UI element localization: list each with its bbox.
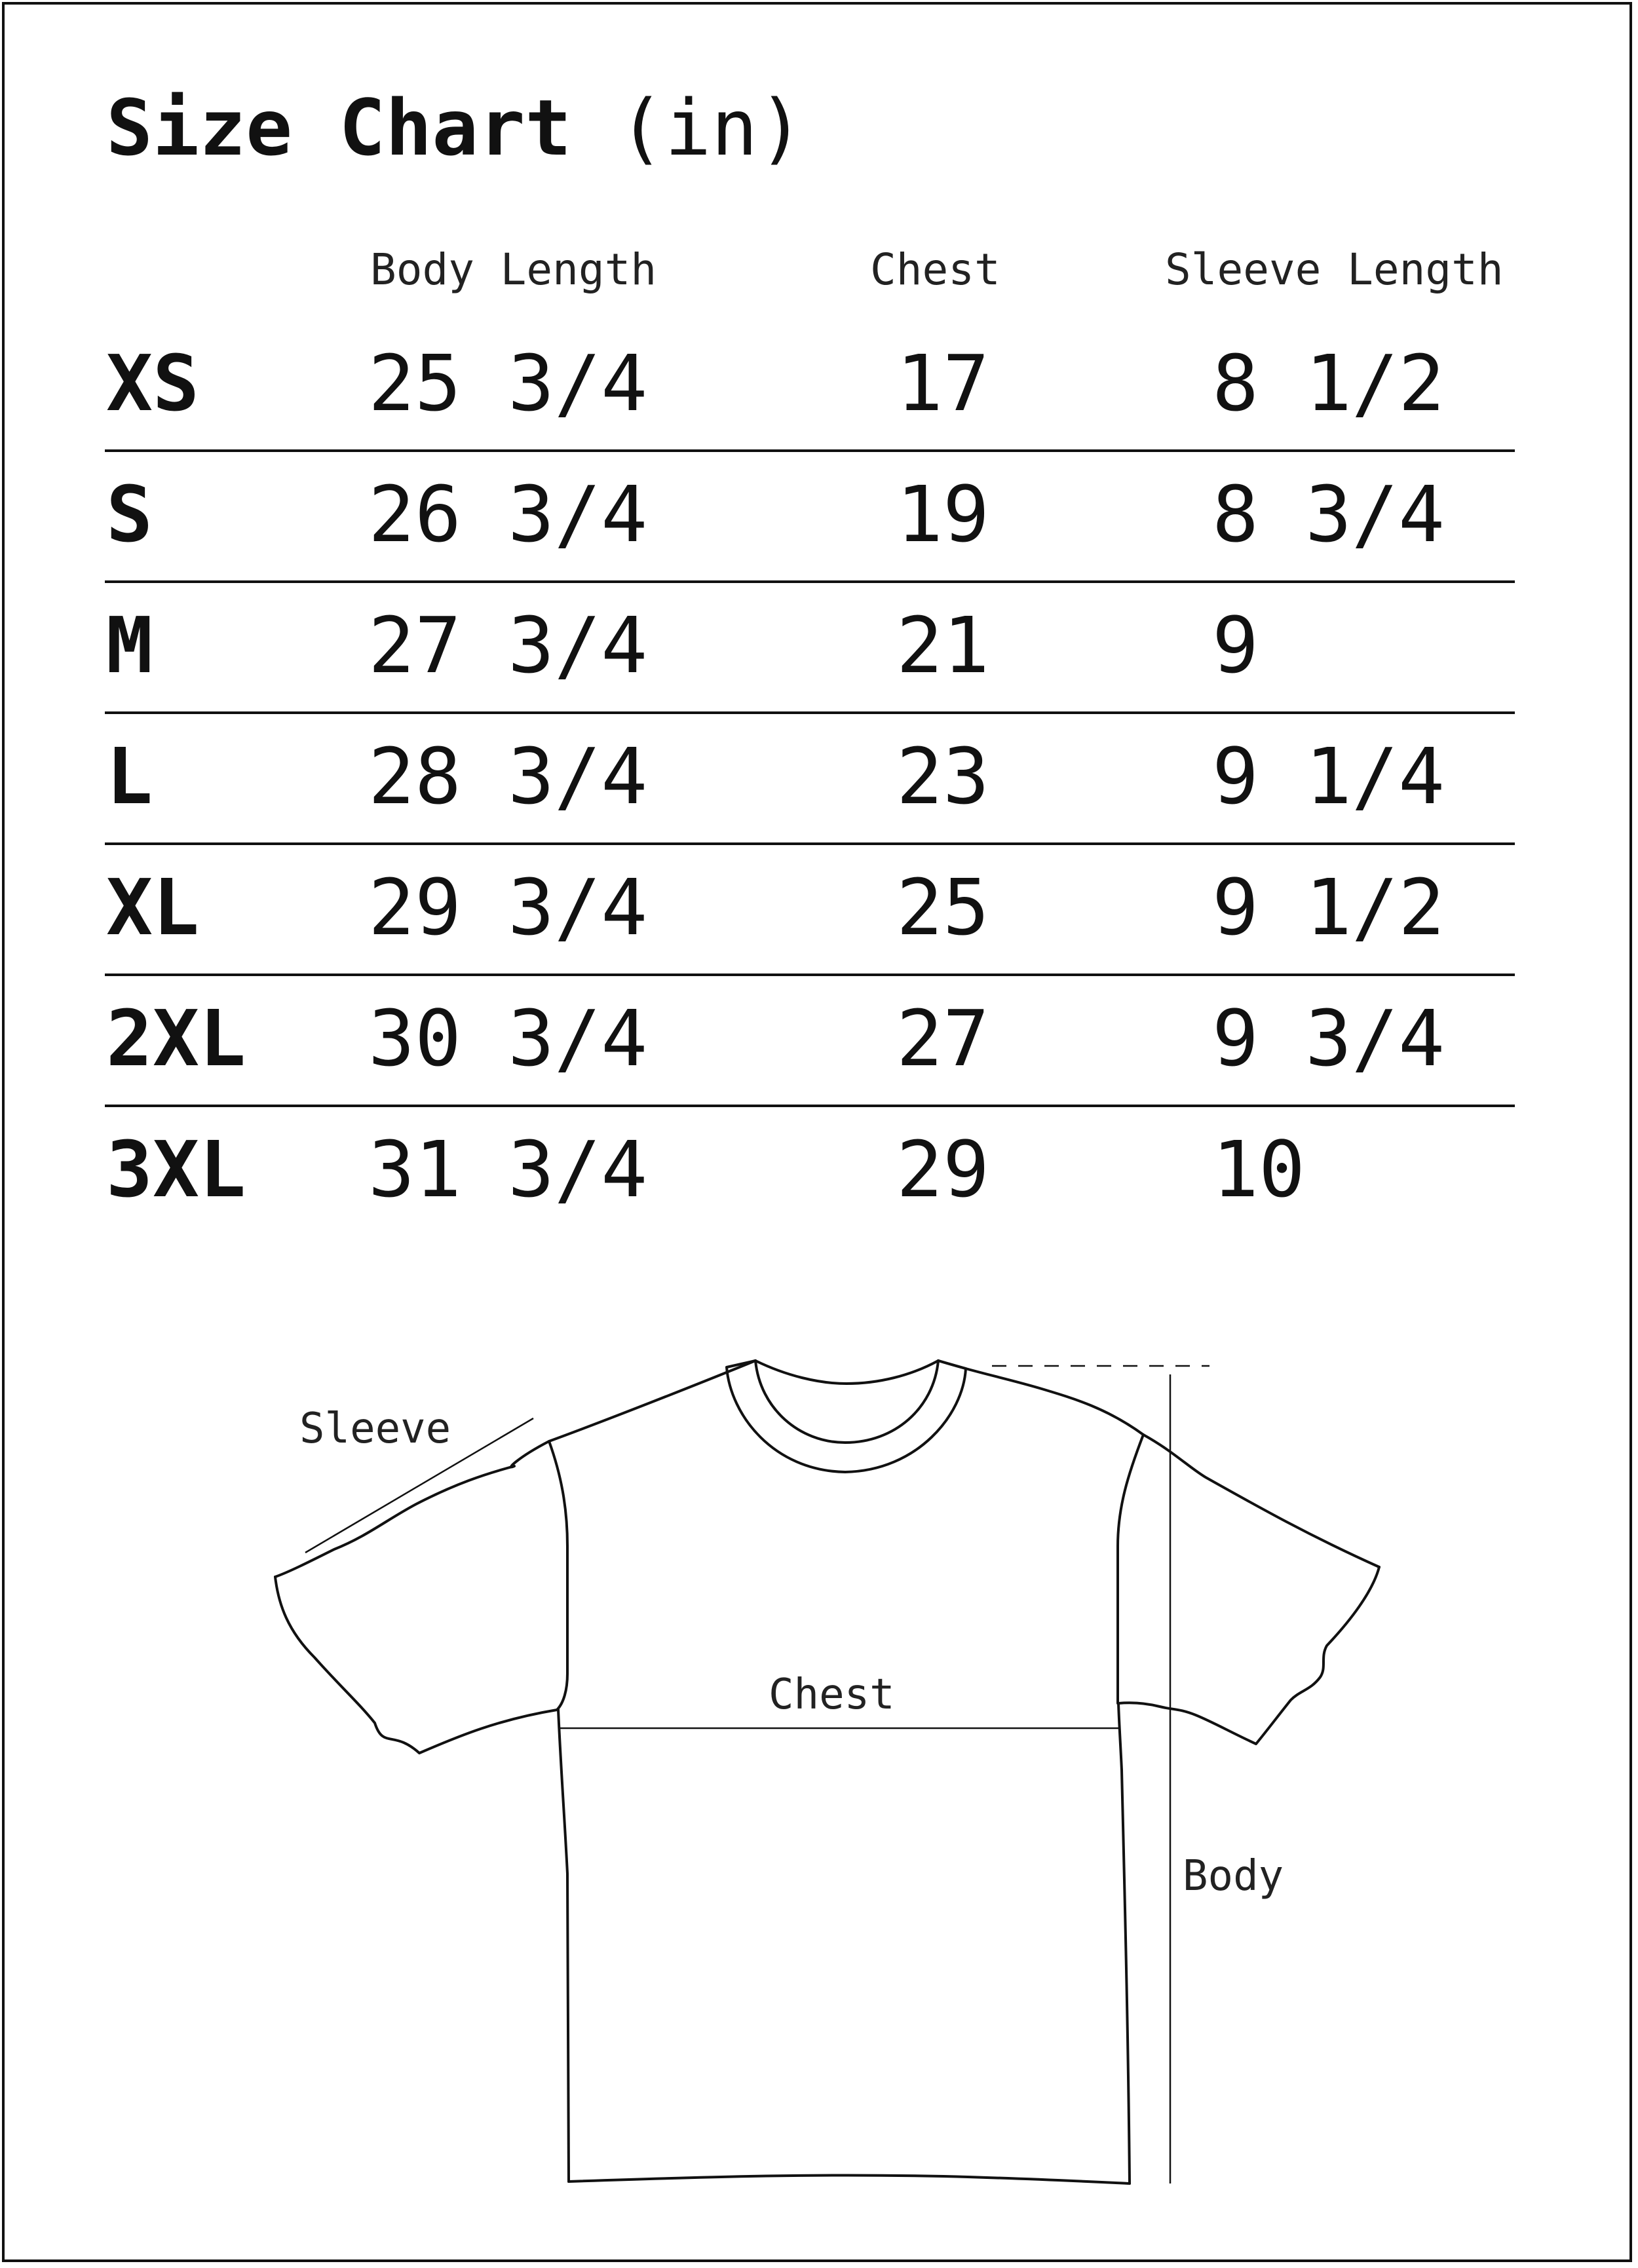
sleeve-length-value: 9 1/2 (1212, 862, 1445, 953)
tshirt-outline (275, 1361, 1379, 2183)
tshirt-left-sleeve-top (275, 1361, 755, 1577)
body-length-value: 30 3/4 (368, 993, 648, 1084)
chest-value: 27 (896, 993, 990, 1084)
column-header-body-length: Body Length (370, 244, 657, 295)
chest-value: 29 (896, 1124, 990, 1215)
tshirt-collar-outer (727, 1361, 966, 1472)
size-label: S (106, 469, 153, 559)
column-header-chest: Chest (870, 244, 1000, 295)
tshirt-right-armhole (1118, 1435, 1143, 1703)
body-length-value: 26 3/4 (368, 469, 648, 559)
title-text: Size Chart (106, 83, 572, 173)
tshirt-right-sleeve-cuff (1118, 1567, 1379, 1744)
measurement-guides (305, 1366, 1209, 2183)
sleeve-length-value: 8 3/4 (1212, 469, 1445, 559)
size-label: XS (106, 338, 200, 428)
chest-value: 25 (896, 862, 990, 953)
body-label: Body (1183, 1852, 1284, 1900)
sleeve-length-value: 10 (1212, 1124, 1306, 1215)
chest-value: 23 (896, 731, 990, 822)
sleeve-length-value: 8 1/2 (1212, 338, 1445, 428)
body-length-value: 25 3/4 (368, 338, 648, 428)
tshirt-hem (569, 2175, 1130, 2183)
chest-value: 17 (896, 338, 990, 428)
size-label: 3XL (106, 1124, 246, 1215)
tshirt-neckline-back (755, 1361, 938, 1384)
body-length-value: 29 3/4 (368, 862, 648, 953)
body-length-value: 27 3/4 (368, 600, 648, 690)
chest-value: 21 (896, 600, 990, 690)
sleeve-length-value: 9 (1212, 600, 1259, 690)
size-label: L (106, 731, 153, 822)
tshirt-right-sleeve-top (938, 1361, 1379, 1567)
title-unit: (in) (618, 83, 805, 173)
size-label: 2XL (106, 993, 246, 1084)
tshirt-left-sleeve-cuff (275, 1577, 558, 1753)
tshirt-left-body-side (558, 1710, 569, 2182)
body-length-value: 31 3/4 (368, 1124, 648, 1215)
size-label: XL (106, 862, 200, 953)
column-header-sleeve-length: Sleeve Length (1165, 244, 1504, 295)
sleeve-length-value: 9 3/4 (1212, 993, 1445, 1084)
size-label: M (106, 600, 153, 690)
tshirt-left-armhole (549, 1441, 567, 1710)
body-length-value: 28 3/4 (368, 731, 648, 822)
sleeve-label: Sleeve (299, 1405, 451, 1453)
tshirt-right-body-side (1118, 1703, 1130, 2183)
sleeve-length-value: 9 1/4 (1212, 731, 1445, 822)
chest-value: 19 (896, 469, 990, 559)
chest-label: Chest (769, 1671, 895, 1719)
